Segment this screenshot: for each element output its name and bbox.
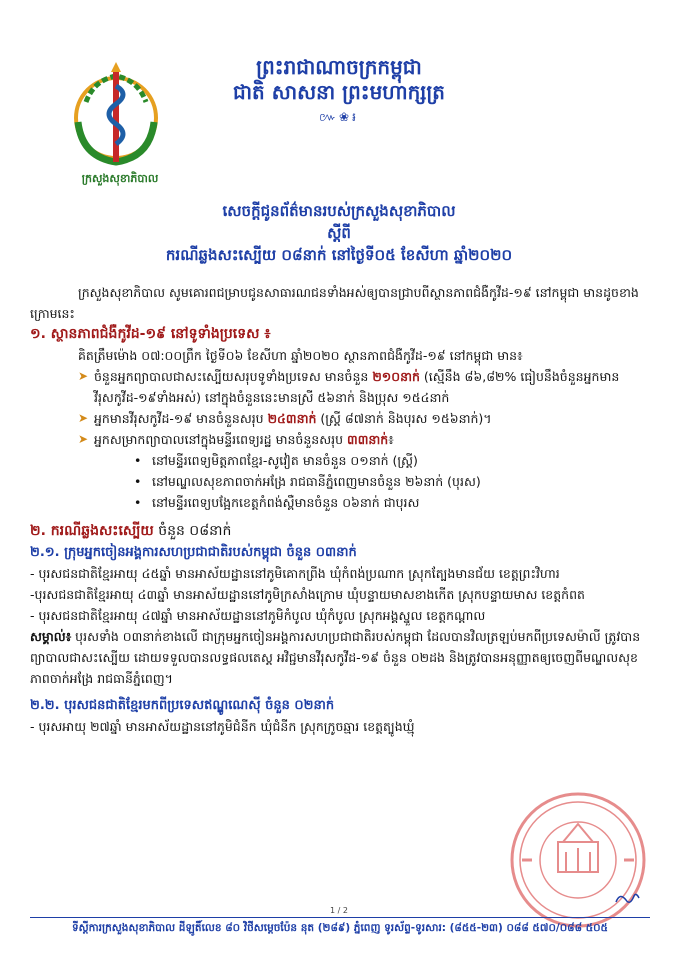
sub-list-item — [30, 492, 656, 513]
sub-bullet-text: នៅមន្ទីរពេទ្យបង្អែកខេត្តកំពង់ស្ពឺមានចំនួន ០៦នាក់ ជាបុរស — [152, 495, 420, 510]
subsection-2-1-heading: ២.១. ក្រុមអ្នកចៀនអង្គការសហប្រជាជាតិរបស់កម្ពុជា ចំនួន ០៣នាក់ — [30, 545, 357, 560]
title-line-2: ស្តីពី — [327, 224, 351, 242]
section-1-heading: ១. ស្ថានភាពជំងឺកូវីដ-១៩ នៅទូទាំងប្រទេស ៖ — [30, 326, 271, 342]
document-title — [0, 200, 678, 266]
case-item: - បុរសអាយុ ២៧ឆ្នាំ មានអាស័យដ្ឋាននៅភូមិជំនីក ឃុំជំនីក ស្រុកក្រូចឆ្មារ ខេត្តត្បូងឃ្មុំ — [30, 719, 415, 734]
section-2-heading-bold: ២. ករណីឆ្លងសះស្បើយ — [30, 523, 154, 539]
bullet-highlight: ៣៣នាក់ — [347, 432, 389, 447]
bullet-text: អ្នកមានវីរុសកូវីដ-១៩ មានចំនួនសរុប — [94, 411, 268, 426]
arrow-bullet-icon: ➤ — [78, 432, 89, 446]
bullet-text: ៖ — [388, 432, 394, 447]
dot-bullet-icon: • — [134, 474, 142, 489]
note-paragraph — [30, 626, 656, 689]
case-item: - បុរសជនជាតិខ្មែរអាយុ ៤៥ឆ្នាំ មានអាស័យដ្ឋាននៅភូមិគោកព្រីង ឃុំកំពង់ប្រណាក ស្រុកត្បែងមានជ័យ ខេត្តព្រះវិហារ — [30, 566, 560, 581]
bullet-text: ចំនួនអ្នកព្យាបាលជាសះស្បើយសរុបទូទាំងប្រទេស មានចំនួន — [94, 369, 373, 384]
note-text: បុរសទាំង ០៣នាក់ខាងលើ ជាក្រុមអ្នកចៀនអង្គការសហប្រជាជាតិរបស់កម្ពុជា ដែលបានវិលត្រឡប់មកពីប្រទេសម៉ាលី ត្រូវបានព្យាបាលជាសះស្បើយ ដោយទទួលបានលទ្ធផលតេស្ត អវិជ្ជមានវីរុសកូវីដ-១៩ ចំនួន ០២ដង និងត្រូវបានអនុញ្ញាតឲ្យចេញពីមណ្ឌលសុខភាពចាក់អង្រែ រាជធានីភ្នំពេញ។ — [30, 629, 641, 686]
title-line-3: ករណីឆ្លងសះស្បើយ ០៨នាក់ នៅថ្ងៃទី០៥ ខែសីហា ឆ្នាំ២០២០ — [165, 246, 513, 264]
arrow-bullet-icon: ➤ — [78, 369, 89, 383]
bullet-highlight: ២១០នាក់ — [372, 369, 420, 384]
dot-bullet-icon: • — [134, 495, 142, 510]
sub-bullet-text: នៅមន្ទីរពេទ្យមិត្តភាពខ្មែរ-សូវៀត មានចំនួន ០១នាក់ (ស្ត្រី) — [152, 453, 418, 468]
footer-divider — [30, 917, 650, 918]
section-2-heading-rest: ចំនួន ០៨នាក់ — [153, 523, 232, 539]
list-item — [30, 366, 656, 408]
section-2-heading — [30, 521, 656, 542]
case-item: - បុរសជនជាតិខ្មែរអាយុ ៤៧ឆ្នាំ មានអាស័យដ្ឋាននៅភូមិកំបូល ឃុំកំបូល ស្រុកអង្គស្នួល ខេត្តកណ្តាល — [30, 608, 486, 623]
footer-address: ទីស្តីការក្រសួងសុខាភិបាល ដីឡូតិ៍លេខ ៨០ វិថីសម្តេចប៉ែន នុត (២៨៩) ភ្នំពេញ ទូរស័ព្ទ-ទូរសារ: (៨៥៥-២៣) ០៨៨ ៥៧០/០៨៨ ៥០៥ — [72, 922, 608, 934]
bullet-text: (ស្ត្រី ៨៧នាក់ និងបុរស ១៥៦នាក់)។ — [316, 411, 492, 426]
case-item: -បុរសជនជាតិខ្មែរអាយុ ៤៣ឆ្នាំ មានអាស័យដ្ឋាននៅភូមិក្រសាំងក្រោម ឃុំបន្ទាយមាសខាងកើត ស្រុកបន្ទាយមាស ខេត្តកំពត — [30, 587, 585, 602]
arrow-bullet-icon: ➤ — [78, 411, 89, 425]
kingdom-title: ព្រះរាជាណាចក្រកម្ពុជា — [256, 55, 422, 79]
subsection-2-2-heading: ២.២. បុរសជនជាតិខ្មែរមកពីប្រទេសឥណ្ឌូណេស៊ី ចំនួន ០២នាក់ — [30, 698, 335, 713]
dot-bullet-icon: • — [134, 453, 142, 468]
sub-list-item — [30, 471, 656, 492]
document-body — [30, 282, 656, 737]
bullet-text: (ស្មើនឹង ៨៦,៨២% ធៀបនឹងចំនួនអ្នកមានវីរុសកូវីដ-១៩ទាំងអស់) នៅក្នុងចំនួននេះមានស្រី ៥៦នាក់ និងប្រុស ១៥៤នាក់ — [94, 369, 620, 405]
sub-list-item — [30, 450, 656, 471]
bullet-highlight: ២៤៣នាក់ — [267, 411, 317, 426]
sub-bullet-text: នៅមណ្ឌលសុខភាពចាក់អង្រែ រាជធានីភ្នំពេញមានចំនួន ២៦នាក់ (បុរស) — [152, 474, 481, 489]
list-item — [30, 408, 656, 429]
letterhead — [0, 55, 678, 127]
section-1-intro: គិតត្រឹមម៉ោង ០៧:០០ព្រឹក ថ្ងៃទី០៦ ខែសីហា ឆ្នាំ២០២០ ស្ថានភាពជំងឺកូវីដ-១៩ នៅកម្ពុជា មាន៖ — [78, 348, 523, 363]
ornament: ៚❀៛ — [319, 110, 359, 124]
intro-paragraph: ក្រសួងសុខាភិបាល សូមគោរពជម្រាបជូនសាធារណជនទាំងអស់ឲ្យបានជ្រាបពីស្ថានភាពជំងឺកូវីដ-១៩ នៅកម្ពុជា មានដូចខាងក្រោមនេះ — [30, 285, 639, 321]
note-label: សម្គាល់៖ — [30, 629, 72, 644]
national-motto: ជាតិ សាសនា ព្រះមហាក្សត្រ — [233, 80, 445, 104]
page-number: 1 / 2 — [330, 906, 348, 915]
ministry-name: ក្រសួងសុខាភិបាល — [81, 172, 159, 185]
bullet-text: អ្នកសម្រាកព្យាបាលនៅក្នុងមន្ទីរពេទ្យរដ្ឋ មានចំនួនសរុប — [94, 432, 348, 447]
list-item — [30, 429, 656, 450]
title-line-1: សេចក្តីជូនព័ត៌មានរបស់ក្រសួងសុខាភិបាល — [222, 202, 456, 220]
